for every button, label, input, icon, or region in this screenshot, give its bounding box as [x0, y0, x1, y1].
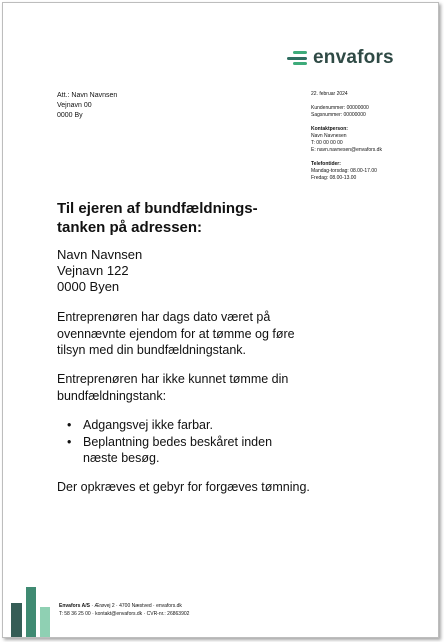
property-city: 0000 Byen	[57, 279, 120, 294]
footer-bars-decoration	[11, 587, 51, 638]
property-owner-name: Navn Navnsen	[57, 247, 143, 262]
contact-label: Kontaktperson:	[311, 126, 348, 132]
case-number: Sagsnummer: 00000000	[311, 112, 366, 118]
customer-number: Kundenummer: 00000000	[311, 105, 369, 111]
list-item	[67, 434, 307, 467]
list-item-text: Beplantning bedes beskåret inden næste besøg.	[83, 434, 273, 465]
reasons-list	[67, 417, 307, 467]
logo-mark-icon	[287, 49, 309, 67]
contact-email: E: navn.navnesen@envafors.dk	[311, 147, 382, 153]
recipient-address-block	[57, 91, 117, 121]
contact-name: Navn Navnesen	[311, 133, 347, 139]
info-column	[311, 91, 382, 182]
paragraph-visit: Entreprenøren har dags dato været på ovennævnte ejendom for at tømme og føre tilsyn med din bundfældningstank.	[57, 310, 295, 357]
bullet-icon: •	[67, 434, 72, 449]
footer	[59, 603, 189, 618]
letter-date: 22. februar 2024	[311, 91, 348, 97]
property-street: Vejnavn 122	[57, 263, 129, 278]
envafors-logo	[287, 47, 394, 69]
list-item-text: Adgangsvej ikke farbar.	[83, 418, 213, 432]
logo-text: envafors	[313, 47, 394, 68]
footer-company: Envafors A/S	[59, 603, 90, 609]
contact-phone: T: 00 00 00 00	[311, 140, 343, 146]
recipient-city: 0000 By	[57, 112, 83, 119]
letter-title	[57, 199, 307, 237]
hours-label: Telefontider:	[311, 161, 341, 167]
footer-address: · Ærøvej 2 · 4700 Næstved · envafors.dk	[89, 603, 182, 609]
recipient-street: Vejnavn 00	[57, 102, 92, 109]
letter-title-line1: Til ejeren af bundfældnings-	[57, 200, 258, 217]
list-item	[67, 417, 307, 434]
property-address	[57, 247, 142, 295]
hours-weekdays: Mandag-torsdag: 08.00-17.00	[311, 168, 377, 174]
footer-contact: T: 58 36 25 00 · kontakt@envafors.dk · CVR-nr.: 26863902	[59, 610, 190, 617]
hours-friday: Fredag: 08.00-13.00	[311, 175, 357, 181]
paragraph-fee: Der opkræves et gebyr for forgæves tømning.	[57, 480, 310, 494]
bullet-icon: •	[67, 418, 72, 432]
letter-title-line2: tanken på adressen:	[57, 219, 203, 236]
paragraph-not-emptied: Entreprenøren har ikke kunnet tømme din bundfældningstank:	[57, 372, 289, 403]
recipient-att: Att.: Navn Navnsen	[57, 92, 118, 99]
letter-page	[2, 2, 439, 638]
